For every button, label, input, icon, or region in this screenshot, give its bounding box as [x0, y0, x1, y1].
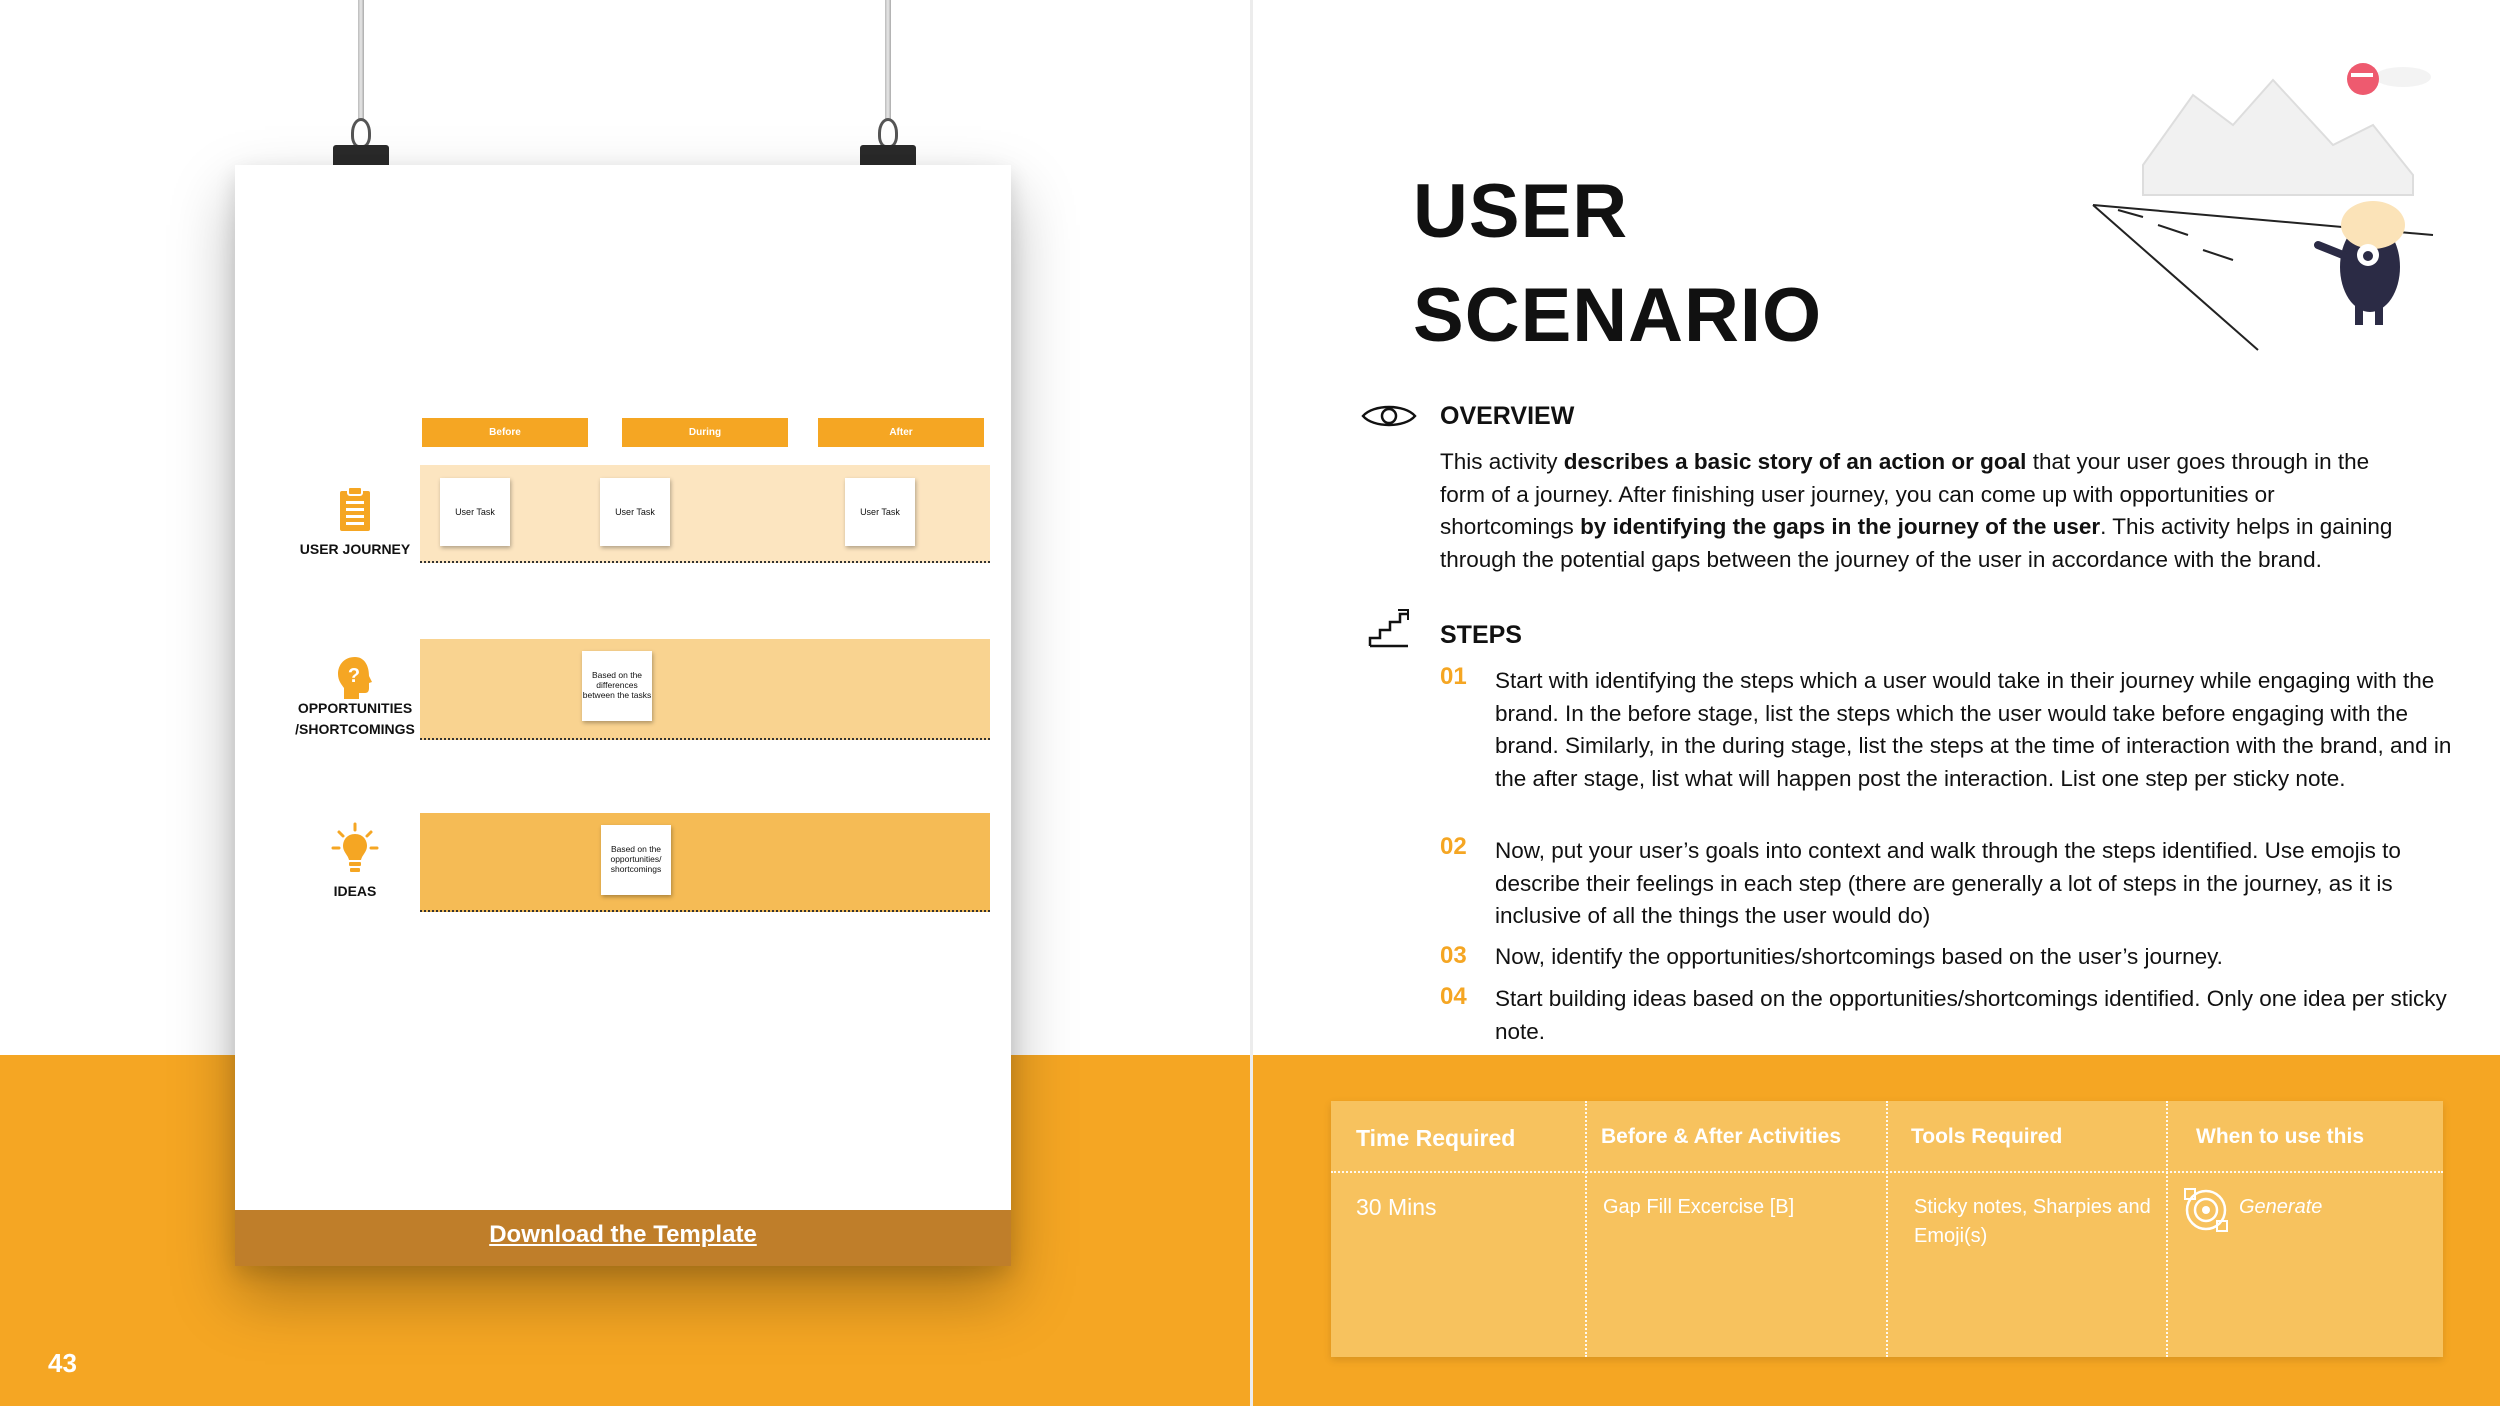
table-column-divider — [1585, 1101, 1587, 1357]
overview-paragraph — [1440, 446, 2400, 576]
table-header: When to use this — [2196, 1125, 2364, 1148]
row-label-line: OPPORTUNITIES — [297, 700, 413, 716]
info-table — [1331, 1101, 2443, 1357]
svg-text:?: ? — [347, 665, 361, 687]
lightbulb-icon — [305, 822, 405, 879]
stage-before: Before — [422, 418, 588, 447]
stage-after: After — [818, 418, 984, 447]
sticky-note: User Task — [600, 478, 670, 546]
sticky-note: User Task — [845, 478, 915, 546]
lane-opportunities — [420, 639, 990, 740]
generate-icon — [2183, 1187, 2229, 1238]
page-title: USER — [1413, 169, 1629, 254]
step-number: 01 — [1440, 663, 1467, 690]
sticky-note: User Task — [440, 478, 510, 546]
clip-ring-left — [351, 118, 371, 148]
clip-ring-right — [878, 118, 898, 148]
table-header: Time Required — [1356, 1125, 1516, 1151]
table-column-divider — [1886, 1101, 1888, 1357]
row-label-user-journey: USER JOURNEY — [299, 541, 411, 557]
row-label-ideas: IDEAS — [333, 883, 377, 899]
mascot-road-icon — [2083, 55, 2463, 355]
page-title: SCENARIO — [1413, 273, 1823, 358]
table-cell: Generate — [2239, 1196, 2323, 1218]
step-number: 03 — [1440, 942, 1467, 969]
eye-icon — [1361, 400, 1417, 437]
sticky-note: Based on the differences between the tasks — [582, 651, 652, 721]
hanging-wire-right — [885, 0, 891, 120]
poster-footer — [235, 1210, 1011, 1266]
overview-text: that your user goes through in the form of a journey. After finishing user journey, you can come up with opportunities or shortcomings — [1440, 449, 2370, 539]
clipboard-icon — [305, 485, 405, 538]
overview-text: This activity — [1440, 449, 1564, 474]
right-page — [1250, 0, 2500, 1406]
step-text: Start with identifying the steps which a user would take in their journey while engaging with the brand. In the before stage, list the steps which the user would take before engaging with the brand. Similarly, in the during stage, list the steps at the time of interaction with the brand, and in the after stage, list what will happen post the interaction. List one step per sticky note. — [1495, 668, 2452, 791]
row-label-line: /SHORTCOMINGS — [295, 721, 415, 737]
overview-bold-text: describes a basic story of an action or goal — [1563, 449, 2027, 474]
step-text: Start building ideas based on the opportunities/shortcomings identified. Only one idea per sticky note. — [1495, 986, 2447, 1044]
overview-bold-text: by identifying the gaps in the journey of the user — [1580, 514, 2101, 539]
table-column-divider — [2166, 1101, 2168, 1357]
hanging-wire-left — [358, 0, 364, 120]
table-header: Before & After Activities — [1601, 1125, 1842, 1148]
table-cell: Sticky notes, Sharpies and Emoji(s) — [1914, 1196, 2151, 1247]
stairs-icon — [1368, 608, 1410, 653]
overview-text: . This activity helps in gaining through the potential gaps between the journey of the user in accordance with the brand. — [1440, 514, 2393, 572]
row-label-opportunities — [270, 698, 440, 740]
table-header: Tools Required — [1911, 1125, 2063, 1148]
step-text: Now, identify the opportunities/shortcomings based on the user’s journey. — [1495, 944, 2223, 969]
overview-heading: OVERVIEW — [1440, 402, 1575, 430]
step-number: 04 — [1440, 983, 1467, 1010]
steps-heading: STEPS — [1440, 621, 1522, 649]
lane-ideas — [420, 813, 990, 912]
sticky-note: Based on the opportunities/ shortcomings — [601, 825, 671, 895]
stage-during: During — [622, 418, 788, 447]
step-number: 02 — [1440, 833, 1467, 860]
page-number: 43 — [48, 1348, 77, 1378]
step-text: Now, put your user’s goals into context and walk through the steps identified. Use emojis to describe their feelings in each step (there are generally a lot of steps in the journey, as it is inclusive of all the things the user would do) — [1495, 838, 2401, 928]
table-cell: Gap Fill Excercise [B] — [1603, 1196, 1795, 1218]
template-poster — [235, 165, 1011, 1266]
table-cell: 30 Mins — [1356, 1194, 1437, 1220]
download-template-link[interactable]: Download the Template — [489, 1221, 757, 1248]
